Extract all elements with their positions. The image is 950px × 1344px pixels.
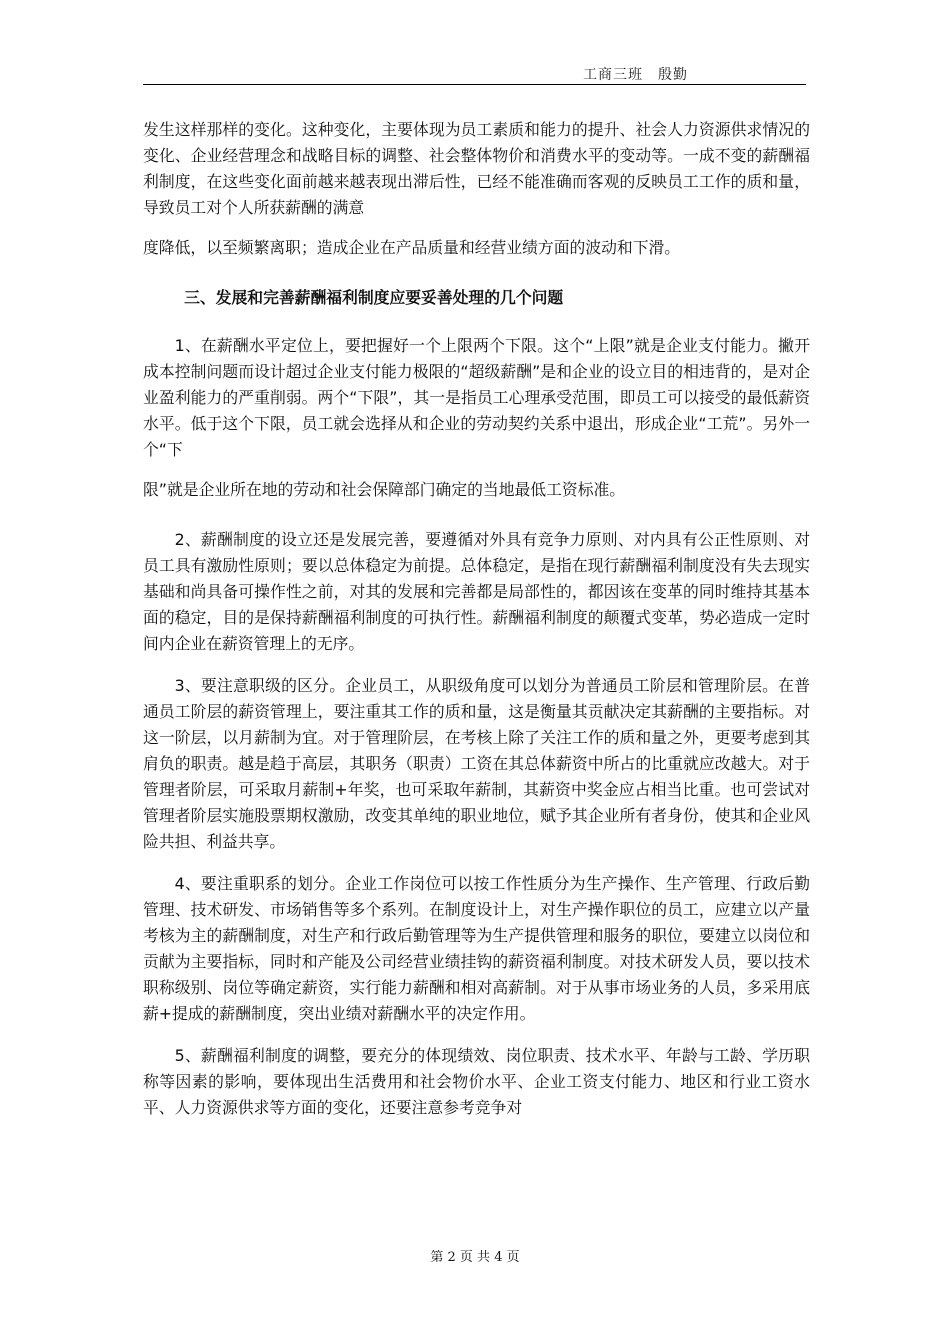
paragraph-1-end: 限”就是企业所在地的劳动和社会保障部门确定的当地最低工资标准。 — [143, 480, 626, 499]
header-text: 工商三班 殷勤 — [583, 67, 688, 83]
paragraph-continuation: 发生这样那样的变化。这种变化，主要体现为员工素质和能力的提升、社会人力资源供求情况的变化、企业经营理念和战略目标的调整、社会整体物价和消费水平的变动等。一成不变的薪酬福利制度，在这些变化面前越来越表现出滞后性，已经不能准确而客观的反映员工工作的质和量，导致员工对个人所获薪酬的满意 — [143, 120, 810, 217]
paragraph-3: 3、要注意职级的区分。企业员工，从职级角度可以划分为普通员工阶层和管理阶层。在普通员工阶层的薪资管理上，要注重其工作的质和量，这是衡量其贡献决定其薪酬的主要指标。对这一阶层，以月薪制为宜。对于管理阶层，在考核上除了关注工作的质和量之外，更要考虑到其肩负的职责。越是趋于高层，其职务（职责）工资在其总体薪资中所占的比重就应改越大。对于管理者阶层，可采取月薪制+年奖，也可采取年薪制，其薪资中奖金应占相当比重。也可尝试对管理者阶层实施股票期权激励，改变其单纯的职业地位，赋予其企业所有者身份，使其和企业风险共担、利益共享。 — [143, 676, 810, 851]
header-rule — [143, 84, 806, 85]
paragraph-1: 1、在薪酬水平定位上，要把握好一个上限两个下限。这个“上限”就是企业支付能力。撇开成本控制问题而设计超过企业支付能力极限的“超级薪酬”是和企业的设立目的相违背的，是对企业盈利能力的严重削弱。两个“下限”，其一是指员工心理承受范围，即员工可以接受的最低薪资水平。低于这个下限，员工就会选择从和企业的劳动契约关系中退出，形成企业“工荒”。另外一个“下 — [143, 336, 810, 459]
paragraph-continuation-end: 度降低，以至频繁离职；造成企业在产品质量和经营业绩方面的波动和下滑。 — [143, 238, 681, 257]
paragraph-2: 2、薪酬制度的设立还是发展完善，要遵循对外具有竞争力原则、对内具有公正性原则、对员工具有激励性原则；要以总体稳定为前提。总体稳定，是指在现行薪酬福利制度没有失去现实基础和尚具备可操作性之前，对其的发展和完善都是局部性的，都因该在变革的同时维持其基本面的稳定，目的是保持薪酬福利制度的可执行性。薪酬福利制度的颠覆式变革，势必造成一定时间内企业在薪资管理上的无序。 — [143, 530, 810, 653]
paragraph-4: 4、要注重职系的划分。企业工作岗位可以按工作性质分为生产操作、生产管理、行政后勤管理、技术研发、市场销售等多个系列。在制度设计上，对生产操作职位的员工，应建立以产量考核为主的薪酬制度，对生产和行政后勤管理等为生产提供管理和服务的职位，要建立以岗位和贡献为主要指标，同时和产能及公司经营业绩挂钩的薪资福利制度。对技术研发人员，要以技术职称级别、岗位等确定薪资，实行能力薪酬和相对高薪制。对于从事市场业务的人员，多采用底薪+提成的薪酬制度，突出业绩对薪酬水平的决定作用。 — [143, 874, 810, 1023]
document-body — [143, 117, 810, 1121]
page-header — [143, 64, 806, 84]
paragraph-5: 5、薪酬福利制度的调整，要充分的体现绩效、岗位职责、技术水平、年龄与工龄、学历职称等因素的影响，要体现出生活费用和社会物价水平、企业工资支付能力、地区和行业工资水平、人力资源供求等方面的变化，还要注意参考竞争对 — [143, 1046, 810, 1117]
page-footer: 第 2 页 共 4 页 — [430, 1250, 520, 1265]
section-heading: 三、发展和完善薪酬福利制度应要妥善处理的几个问题 — [184, 288, 564, 307]
